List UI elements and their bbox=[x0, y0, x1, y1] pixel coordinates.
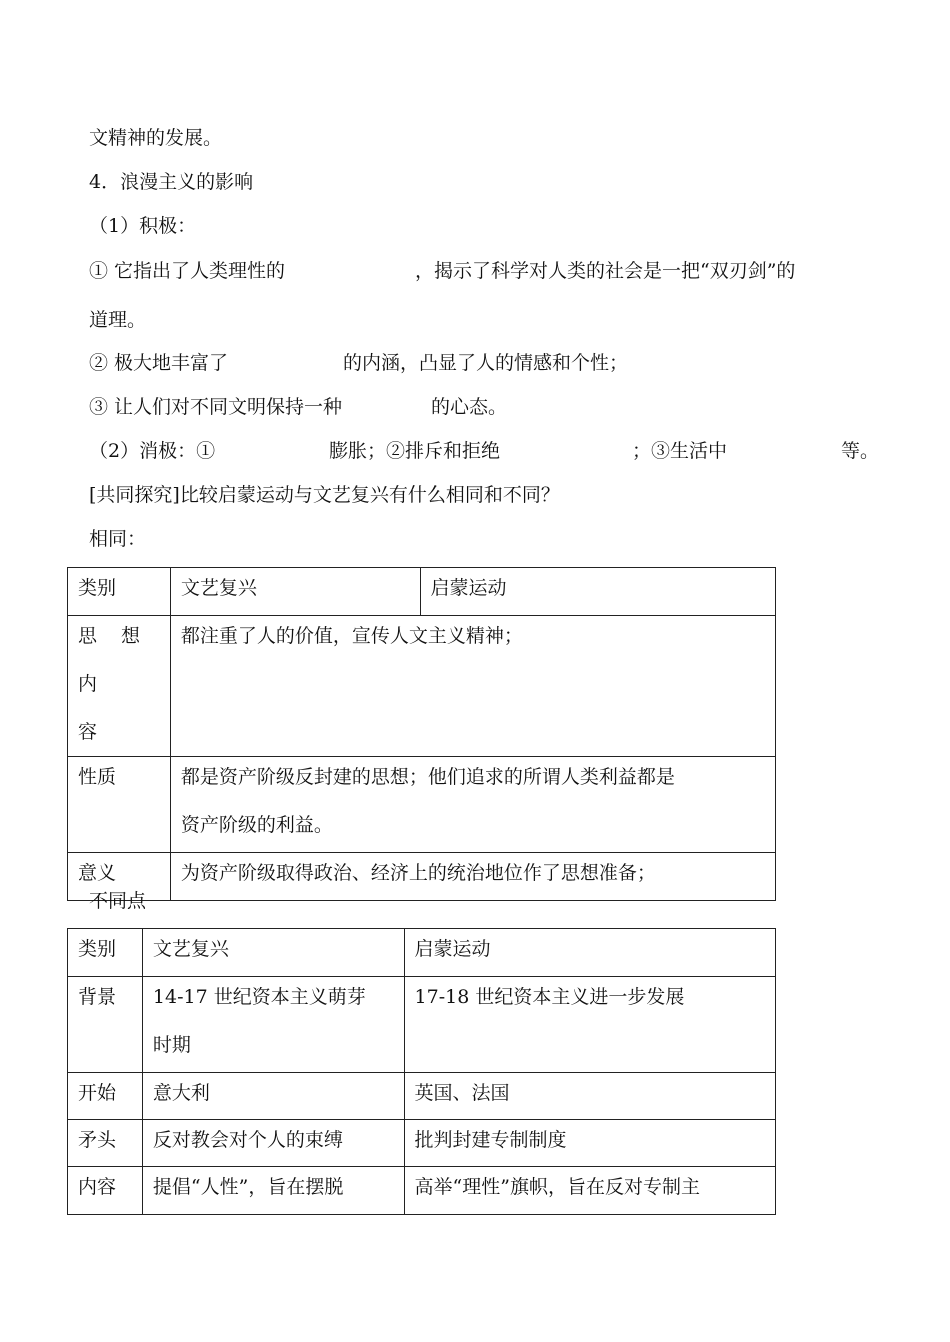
text-line: 文精神的发展。 bbox=[89, 127, 223, 149]
cell-content: 高举“理性”旗帜，旨在反对专制主 bbox=[414, 1176, 700, 1198]
row-label: 背景 bbox=[78, 986, 117, 1008]
table-cell bbox=[68, 977, 143, 1073]
text-line: （1）积极： bbox=[89, 215, 197, 237]
cell-content bbox=[153, 973, 394, 1069]
text-segment: ③ 让人们对不同文明保持一种 bbox=[89, 396, 343, 418]
cell-content: 为资产阶级取得政治、经济上的统治地位作了思想准备； bbox=[180, 862, 656, 884]
table-header-cell bbox=[68, 929, 143, 977]
cell-content: 都注重了人的价值，宣传人文主义精神； bbox=[180, 625, 523, 647]
table-cell bbox=[404, 1167, 775, 1215]
table-header-cell bbox=[170, 568, 420, 616]
cell-content: 意大利 bbox=[152, 1082, 210, 1104]
cell-content: 批判封建专制制度 bbox=[414, 1129, 567, 1151]
differences-table bbox=[67, 928, 776, 1215]
row-label: 开始 bbox=[78, 1082, 117, 1104]
text-segment: 等。 bbox=[841, 440, 880, 462]
table-cell bbox=[68, 1120, 143, 1167]
table-cell bbox=[404, 977, 775, 1073]
row-label: 内容 bbox=[78, 1176, 117, 1198]
table-row bbox=[68, 853, 776, 901]
row-label: 矛头 bbox=[78, 1129, 117, 1151]
table-cell bbox=[142, 1167, 404, 1215]
table-row bbox=[68, 1167, 776, 1215]
text-segment: ，揭示了科学对人类的社会是一把“双刃剑”的 bbox=[415, 260, 796, 282]
text-segment: ；③生活中 bbox=[632, 440, 728, 462]
table-row bbox=[68, 568, 776, 616]
table-cell bbox=[170, 853, 775, 901]
table-cell bbox=[142, 1073, 404, 1120]
table-row bbox=[68, 616, 776, 757]
table-cell bbox=[404, 1120, 775, 1167]
table-cell bbox=[68, 1073, 143, 1120]
table-cell bbox=[170, 757, 775, 853]
header-label: 文艺复兴 bbox=[180, 577, 257, 599]
cell-content-line: 资产阶级的利益。 bbox=[180, 814, 333, 836]
row-label-line: 思 想 内 bbox=[78, 625, 150, 695]
table-row bbox=[68, 1120, 776, 1167]
header-label: 启蒙运动 bbox=[414, 938, 491, 960]
question-line: [共同探究]比较启蒙运动与文艺复兴有什么相同和不同？ bbox=[89, 484, 560, 506]
row-label: 性质 bbox=[78, 766, 117, 788]
row-label bbox=[78, 612, 160, 756]
text-segment: （2）消极：① bbox=[89, 440, 216, 462]
text-segment: ② 极大地丰富了 bbox=[89, 352, 229, 374]
section-heading: 4．浪漫主义的影响 bbox=[89, 171, 254, 193]
table-header-cell bbox=[142, 929, 404, 977]
table-header-cell bbox=[420, 568, 775, 616]
table-cell bbox=[68, 1167, 143, 1215]
cell-content bbox=[181, 753, 765, 849]
similarities-table bbox=[67, 567, 776, 901]
table-cell bbox=[68, 616, 171, 757]
table-cell bbox=[404, 1073, 775, 1120]
header-label: 类别 bbox=[78, 577, 117, 599]
cell-content: 英国、法国 bbox=[414, 1082, 510, 1104]
subheading: 相同： bbox=[89, 528, 147, 550]
text-line: 道理。 bbox=[89, 309, 147, 331]
table-header-cell bbox=[68, 568, 171, 616]
header-label: 文艺复兴 bbox=[152, 938, 229, 960]
cell-content: 提倡“人性”，旨在摆脱 bbox=[152, 1176, 344, 1198]
table-row bbox=[68, 977, 776, 1073]
row-label: 意义 bbox=[78, 862, 117, 884]
subheading: 不同点 bbox=[89, 890, 147, 912]
table-header-cell bbox=[404, 929, 775, 977]
cell-content-line: 都是资产阶级反封建的思想；他们追求的所谓人类利益都是 bbox=[180, 766, 675, 788]
table-cell bbox=[170, 616, 775, 757]
cell-content-line: 14-17 世纪资本主义萌芽 bbox=[152, 986, 366, 1008]
cell-content: 反对教会对个人的束缚 bbox=[152, 1129, 343, 1151]
text-segment: ① 它指出了人类理性的 bbox=[89, 260, 286, 282]
table-cell bbox=[142, 977, 404, 1073]
header-label: 类别 bbox=[78, 938, 117, 960]
text-segment: 膨胀；②排斥和拒绝 bbox=[329, 440, 501, 462]
table-cell bbox=[142, 1120, 404, 1167]
text-segment: 的心态。 bbox=[431, 396, 508, 418]
table-row bbox=[68, 929, 776, 977]
header-label: 启蒙运动 bbox=[430, 577, 507, 599]
cell-content: 17-18 世纪资本主义进一步发展 bbox=[414, 986, 685, 1008]
text-segment: 的内涵，凸显了人的情感和个性； bbox=[343, 352, 629, 374]
row-label-line: 容 bbox=[78, 721, 98, 743]
cell-content-line: 时期 bbox=[152, 1034, 191, 1056]
table-cell bbox=[68, 757, 171, 853]
table-row bbox=[68, 1073, 776, 1120]
table-row bbox=[68, 757, 776, 853]
